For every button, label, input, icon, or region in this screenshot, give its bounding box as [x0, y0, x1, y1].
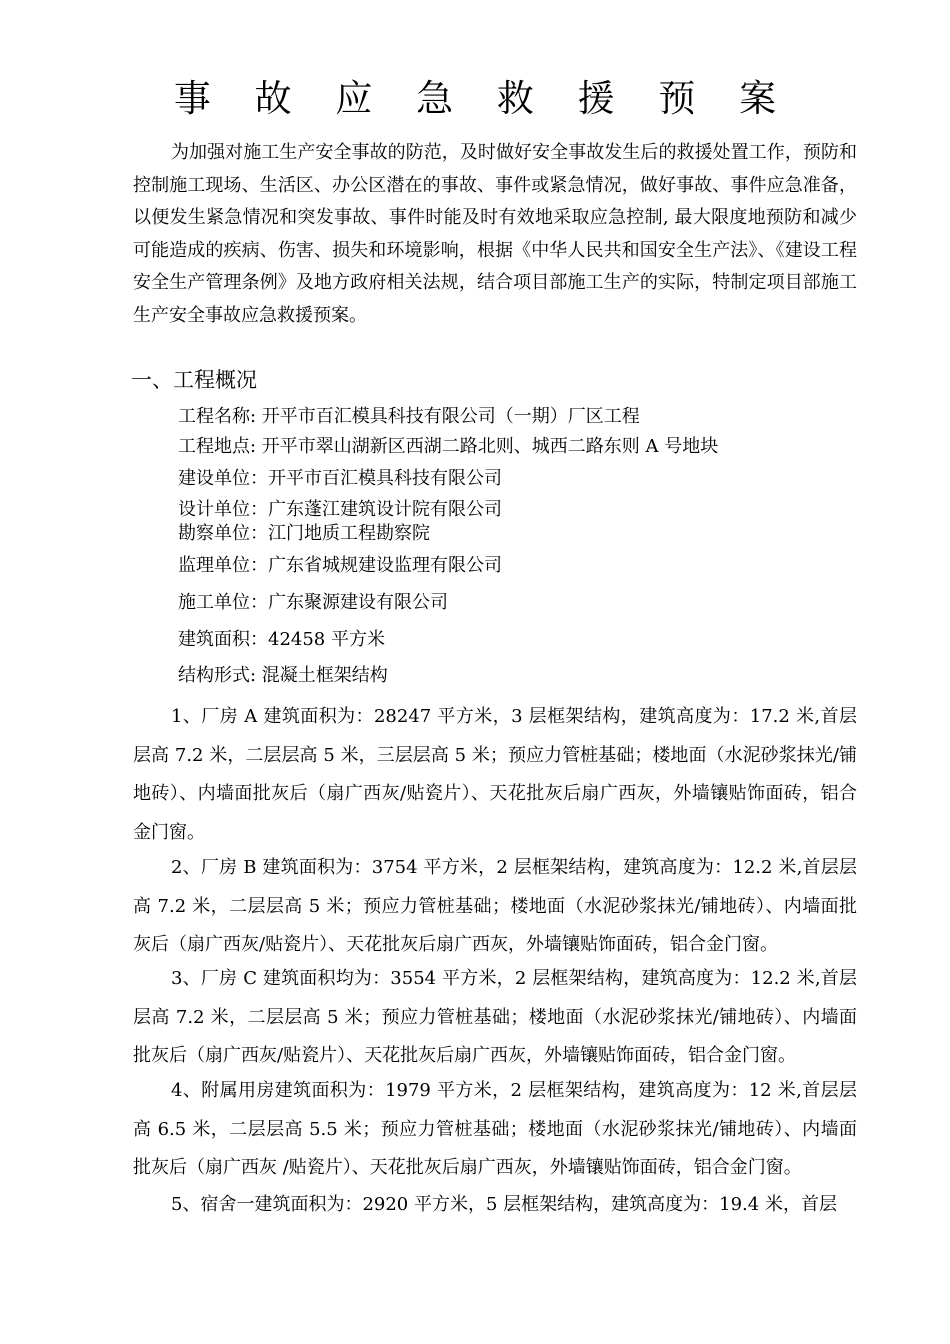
info-project-location: 工程地点: 开平市翠山湖新区西湖二路北则、城西二路东则 A 号地块 — [178, 436, 719, 457]
section-heading-project-overview: 一、工程概况 — [131, 368, 257, 392]
info-supervisor: 监理单位：广东省城规建设监理有限公司 — [178, 555, 502, 576]
building-item: 4、附属用房建筑面积为：1979 平方米，2 层框架结构，建筑高度为：12 米,首层层高 6.5 米，二层层高 5.5 米；预应力管桩基础；楼地面（水泥砂浆抹光/铺地砖）、内墙面批灰后（扇广西灰 /贴瓷片）、天花批灰后扇广西灰，外墙镶贴饰面砖，铝合金门窗。 — [133, 1080, 857, 1178]
info-owner: 建设单位：开平市百汇模具科技有限公司 — [178, 468, 502, 489]
building-item: 5、宿舍一建筑面积为：2920 平方米，5 层框架结构，建筑高度为：19.4 米，首层 — [171, 1194, 837, 1215]
building-item: 3、厂房 C 建筑面积均为：3554 平方米，2 层框架结构，建筑高度为：12.2 米,首层层高 7.2 米，二层层高 5 米；预应力管桩基础；楼地面（水泥砂浆抹光/铺地砖）、内墙面批灰后（扇广西灰/贴瓷片）、天花批灰后扇广西灰，外墙镶贴饰面砖，铝合金门窗。 — [133, 968, 857, 1066]
building-item: 1、厂房 A 建筑面积为：28247 平方米，3 层框架结构，建筑高度为：17.2 米,首层层高 7.2 米，二层层高 5 米，三层层高 5 米；预应力管桩基础；楼地面（水泥砂浆抹光/铺地砖）、内墙面批灰后（扇广西灰/贴瓷片）、天花批灰后扇广西灰，外墙镶贴饰面砖，铝合金门窗。 — [133, 706, 857, 843]
info-surveyor: 勘察单位：江门地质工程勘察院 — [178, 523, 430, 544]
intro-paragraph: 为加强对施工生产安全事故的防范，及时做好安全事故发生后的救援处置工作，预防和控制施工现场、生活区、办公区潜在的事故、事件或紧急情况，做好事故、事件应急准备，以便发生紧急情况和突发事故、事件时能及时有效地采取应急控制, 最大限度地预防和减少可能造成的疾病、伤害、损失和环境影响，根据《中华人民共和国安全生产法》、《建设工程安全生产管理条例》及地方政府相关法规，结合项目部施工生产的实际，特制定项目部施工生产安全事故应急救援预案。 — [133, 142, 857, 326]
document-title: 事 故 应 急 救 援 预 案 — [173, 77, 793, 120]
info-contractor: 施工单位：广东聚源建设有限公司 — [178, 592, 448, 613]
info-structure: 结构形式: 混凝土框架结构 — [178, 665, 388, 686]
building-item: 2、厂房 B 建筑面积为：3754 平方米，2 层框架结构，建筑高度为：12.2 米,首层层高 7.2 米，二层层高 5 米；预应力管桩基础；楼地面（水泥砂浆抹光/铺地砖）、内墙面批灰后（扇广西灰/贴瓷片）、天花批灰后扇广西灰，外墙镶贴饰面砖，铝合金门窗。 — [133, 857, 857, 955]
info-designer: 设计单位：广东蓬江建筑设计院有限公司 — [178, 499, 502, 520]
info-project-name: 工程名称: 开平市百汇模具科技有限公司（一期）厂区工程 — [178, 406, 640, 427]
info-floor-area: 建筑面积：42458 平方米 — [178, 629, 385, 650]
